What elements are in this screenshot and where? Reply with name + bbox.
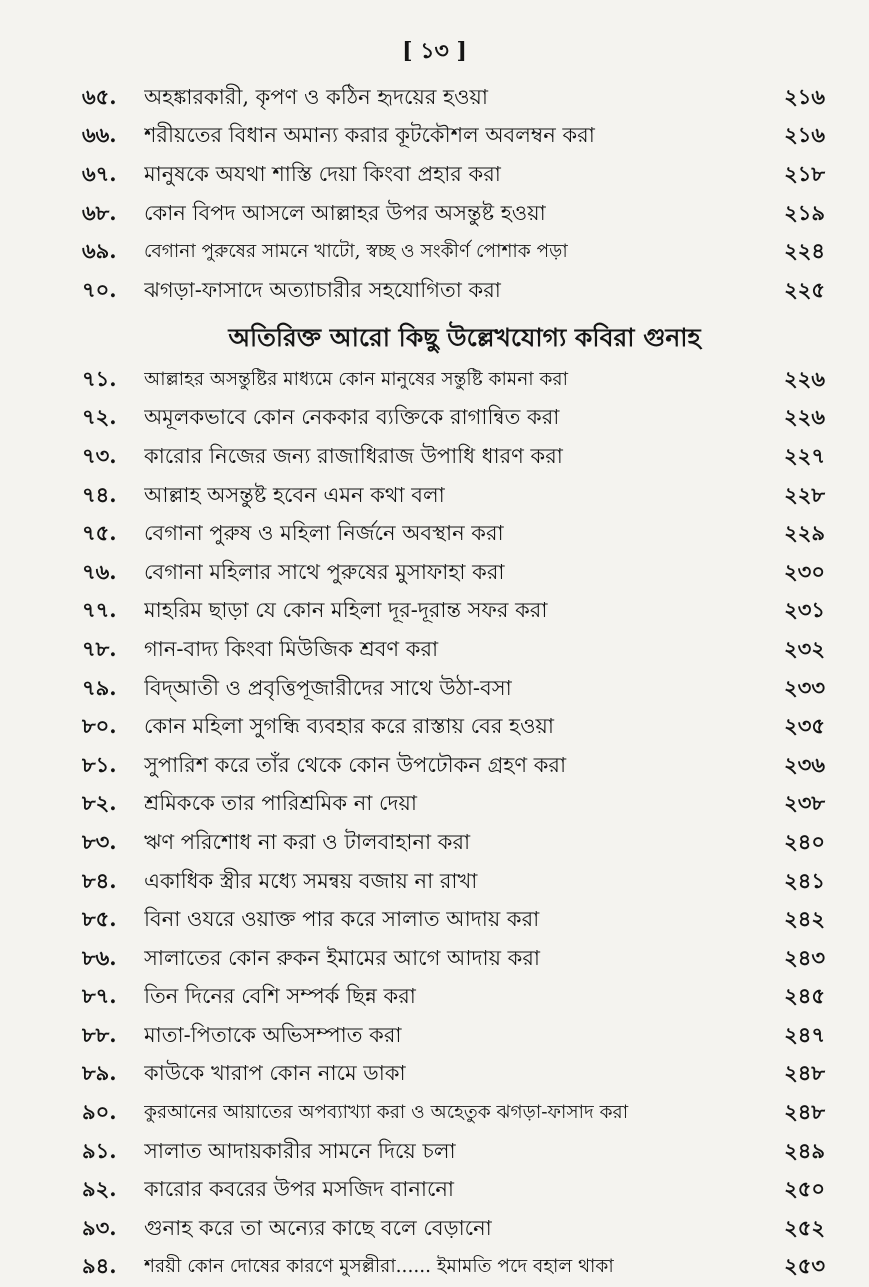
toc-row [82, 79, 825, 118]
toc-row [82, 156, 825, 195]
toc-item-page: ২৫২ [784, 1214, 825, 1240]
toc-item-title: আল্লাহর অসন্তুষ্টির মাধ্যমে কোন মানুষের সন্তুষ্টি কামনা করা [144, 368, 568, 390]
toc-item-number: ৯৩. [82, 1214, 117, 1240]
toc-item-number: ৬৮. [82, 199, 117, 225]
toc-item-number: ৬৭. [82, 160, 117, 186]
toc-item-title: কুরআনের আয়াতের অপব্যাখ্যা করা ও অহেতুক ঝগড়া-ফাসাদ করা [144, 1102, 629, 1124]
toc-item-title: সালাতের কোন রুকন ইমামের আগে আদায় করা [144, 945, 541, 970]
toc-item-page: ২২৪ [784, 238, 825, 264]
toc-item-number: ৭৬. [82, 558, 117, 584]
toc-item-number: ৬৯. [82, 238, 117, 264]
toc-item-title: একাধিক স্ত্রীর মধ্যে সমন্বয় বজায় না রাখা [144, 868, 478, 893]
toc-item-title: বেগানা পুরুষের সামনে খাটো, স্বচ্ছ ও সংকীর্ণ পোশাক পড়া [144, 241, 568, 263]
toc-row [82, 1249, 825, 1287]
toc-item-number: ৭২. [82, 404, 117, 430]
toc-item-page: ২৩৬ [784, 751, 825, 777]
toc-row [82, 477, 825, 516]
toc-item-page: ২২৫ [784, 276, 825, 302]
toc-item-page: ২৪০ [784, 828, 825, 854]
toc-item-title: গুনাহ করে তা অন্যের কাছে বলে বেড়ানো [144, 1215, 492, 1240]
toc-item-title: কোন মহিলা সুগন্ধি ব্যবহার করে রাস্তায় বের হওয়া [144, 714, 555, 739]
toc-item-number: ৭৯. [82, 674, 117, 700]
page-number: [ ১৩ ] [402, 38, 467, 64]
toc-item-page: ২৩৮ [784, 790, 825, 816]
toc-row [82, 361, 825, 400]
toc-row [82, 1210, 825, 1249]
toc-row [82, 979, 825, 1018]
toc-item-number: ৮০. [82, 713, 117, 739]
toc-row [82, 515, 825, 554]
toc-row [82, 272, 825, 311]
toc-item-page: ২৪৫ [784, 983, 825, 1009]
toc-item-number: ৮৬. [82, 944, 117, 970]
toc-item-title: বিদ্‌আতী ও প্রবৃত্তিপূজারীদের সাথে উঠা-বসা [144, 675, 512, 700]
toc-item-number: ৬৬. [82, 122, 117, 148]
toc-item-title: শরয়ী কোন দোষের কারণে মুসল্লীরা...... ইমামতি পদে বহাল থাকা [144, 1256, 614, 1278]
toc-item-title: গান-বাদ্য কিংবা মিউজিক শ্রবণ করা [144, 636, 439, 661]
toc-item-title: অমূলকভাবে কোন নেককার ব্যক্তিকে রাগান্বিত করা [144, 405, 560, 430]
toc-row [82, 631, 825, 670]
toc-item-page: ২৩২ [784, 635, 825, 661]
toc-row [82, 1133, 825, 1172]
toc-item-page: ২৪৯ [784, 1137, 825, 1163]
toc-item-page: ২৪১ [784, 867, 825, 893]
toc-item-number: ৭৪. [82, 481, 117, 507]
toc-item-page: ২১৮ [784, 160, 825, 186]
toc-list-main [82, 79, 825, 311]
toc-item-number: ৭৩. [82, 442, 117, 468]
toc-item-title: অহঙ্কারকারী, কৃপণ ও কঠিন হৃদয়ের হওয়া [144, 84, 488, 109]
toc-item-page: ২১৬ [784, 83, 825, 109]
toc-item-number: ৯১. [82, 1137, 117, 1163]
toc-item-title: ঝগড়া-ফাসাদে অত্যাচারীর সহযোগিতা করা [144, 277, 501, 302]
toc-item-title: সালাত আদায়কারীর সামনে দিয়ে চলা [144, 1138, 456, 1163]
toc-row [82, 593, 825, 632]
toc-item-title: শরীয়তের বিধান অমান্য করার কূটকৌশল অবলম্বন করা [144, 123, 595, 148]
toc-row [82, 400, 825, 439]
toc-item-page: ২৪৮ [784, 1099, 825, 1125]
toc-item-title: শ্রমিককে তার পারিশ্রমিক না দেয়া [144, 791, 418, 816]
toc-row [82, 1094, 825, 1133]
toc-item-number: ৭৮. [82, 635, 117, 661]
toc-item-page: ২৪৭ [784, 1021, 825, 1047]
toc-item-title: কাউকে খারাপ কোন নামে ডাকা [144, 1061, 406, 1086]
toc-item-page: ২২৮ [784, 481, 825, 507]
toc-item-number: ৯৪. [82, 1253, 117, 1279]
toc-row [82, 901, 825, 940]
toc-item-page: ২১৬ [784, 122, 825, 148]
toc-item-page: ২২৭ [784, 442, 825, 468]
toc-item-page: ২৫০ [784, 1176, 825, 1202]
toc-item-page: ২৪২ [784, 906, 825, 932]
toc-row [82, 233, 825, 272]
toc-row [82, 195, 825, 234]
toc-item-number: ৮৯. [82, 1060, 117, 1086]
toc-item-number: ৮৮. [82, 1021, 117, 1047]
toc-row [82, 863, 825, 902]
toc-item-page: ২১৯ [784, 199, 825, 225]
toc-list-additional [82, 361, 825, 1287]
toc-item-title: মানুষকে অযথা শাস্তি দেয়া কিংবা প্রহার করা [144, 161, 501, 186]
toc-item-number: ৮৭. [82, 983, 117, 1009]
toc-item-page: ২৪৩ [784, 944, 825, 970]
toc-row [82, 670, 825, 709]
toc-row [82, 940, 825, 979]
toc-item-title: কোন বিপদ আসলে আল্লাহর উপর অসন্তুষ্ট হওয়া [144, 200, 546, 225]
toc-item-page: ২৫৩ [784, 1253, 825, 1279]
toc-item-page: ২৩০ [784, 558, 825, 584]
toc-item-title: মাতা-পিতাকে অভিসম্পাত করা [144, 1022, 402, 1047]
toc-row [82, 708, 825, 747]
toc-item-number: ৭০. [82, 276, 117, 302]
toc-item-number: ৭৭. [82, 597, 117, 623]
section-heading: অতিরিক্ত আরো কিছু উল্লেখযোগ্য কবিরা গুনাহ [228, 323, 701, 352]
toc-item-number: ৭১. [82, 365, 117, 391]
toc-row [82, 747, 825, 786]
toc-item-title: কারোর নিজের জন্য রাজাধিরাজ উপাধি ধারণ করা [144, 443, 563, 468]
toc-item-title: আল্লাহ অসন্তুষ্ট হবেন এমন কথা বলা [144, 482, 445, 507]
toc-row [82, 1017, 825, 1056]
toc-item-number: ৮৪. [82, 867, 117, 893]
toc-item-number: ৮২. [82, 790, 117, 816]
toc-item-number: ৮৫. [82, 906, 117, 932]
toc-row [82, 438, 825, 477]
toc-item-title: ঋণ পরিশোধ না করা ও টালবাহানা করা [144, 829, 471, 854]
toc-row [82, 118, 825, 157]
toc-row [82, 824, 825, 863]
toc-item-number: ৭৫. [82, 520, 117, 546]
toc-item-title: বেগানা পুরুষ ও মহিলা নির্জনে অবস্থান করা [144, 521, 504, 546]
toc-item-page: ২৩৫ [784, 713, 825, 739]
toc-row [82, 1056, 825, 1095]
toc-item-number: ৮১. [82, 751, 117, 777]
toc-item-title: বেগানা মহিলার সাথে পুরুষের মুসাফাহা করা [144, 559, 505, 584]
toc-item-number: ৯২. [82, 1176, 117, 1202]
toc-row [82, 786, 825, 825]
toc-item-page: ২২৬ [784, 365, 825, 391]
toc-item-number: ৯০. [82, 1099, 117, 1125]
toc-row [82, 1171, 825, 1210]
toc-item-page: ২২৬ [784, 404, 825, 430]
toc-item-page: ২৩৩ [784, 674, 825, 700]
toc-item-page: ২৪৮ [784, 1060, 825, 1086]
toc-item-page: ২৩১ [784, 597, 825, 623]
toc-row [82, 554, 825, 593]
toc-item-title: বিনা ওযরে ওয়াক্ত পার করে সালাত আদায় করা [144, 907, 540, 932]
toc-item-page: ২২৯ [784, 520, 825, 546]
toc-item-title: সুপারিশ করে তাঁর থেকে কোন উপঢৌকন গ্রহণ করা [144, 752, 567, 777]
toc-item-number: ৮৩. [82, 828, 117, 854]
toc-item-title: মাহরিম ছাড়া যে কোন মহিলা দূর-দূরান্ত সফর করা [144, 598, 548, 623]
toc-item-title: কারোর কবরের উপর মসজিদ বানানো [144, 1177, 455, 1202]
toc-item-title: তিন দিনের বেশি সম্পর্ক ছিন্ন করা [144, 984, 416, 1009]
toc-item-number: ৬৫. [82, 83, 117, 109]
